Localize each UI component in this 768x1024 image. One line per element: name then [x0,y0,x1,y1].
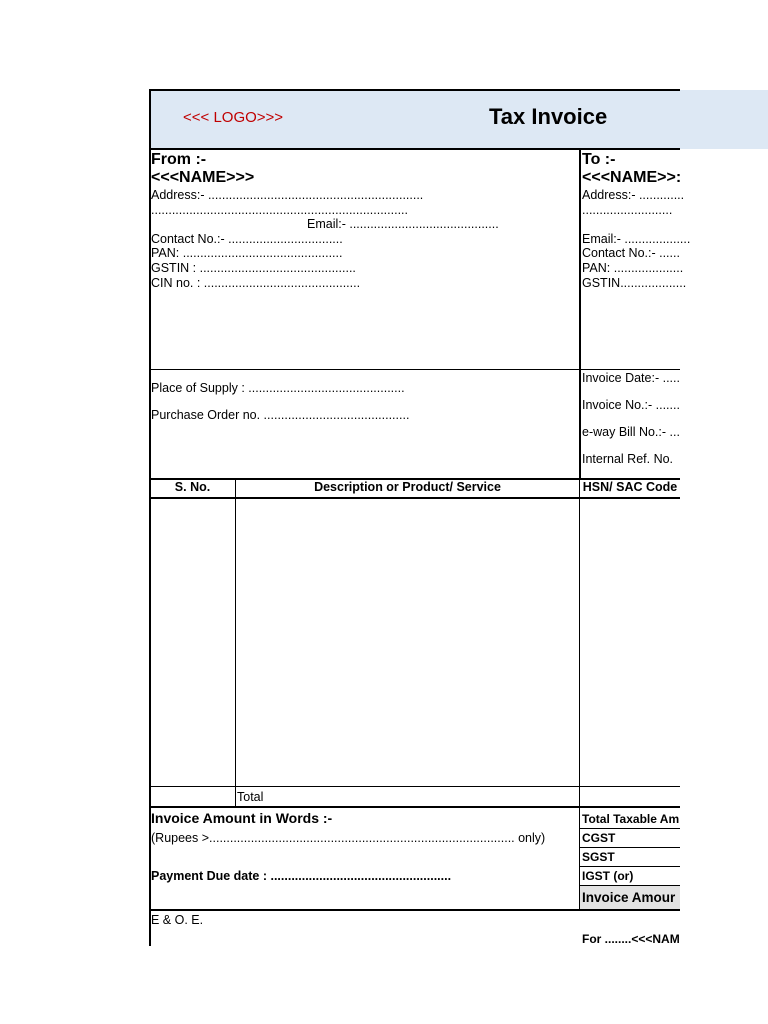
table-header-bottom-border [149,497,680,499]
to-heading: To :- [582,151,616,168]
summary-row-line-1 [580,828,680,829]
total-label: Total [237,790,264,804]
from-gstin: GSTIN : ............................................. [151,261,356,275]
to-address-line-2: .......................... [582,203,673,217]
column-header-hsn: HSN/ SAC Code [582,480,678,494]
column-header-sno: S. No. [174,480,211,494]
from-pan: PAN: .............................................. [151,246,343,260]
total-row-bottom-border [149,806,680,808]
from-heading: From :- [151,151,207,168]
table-body-bottom-border [149,786,680,787]
amount-in-words-heading: Invoice Amount in Words :- [151,810,333,826]
from-contact: Contact No.:- ................................. [151,232,343,246]
purchase-order: Purchase Order no. .......................................... [151,408,410,422]
from-cin: CIN no. : ............................................. [151,276,361,290]
to-name: <<<NAME>>: [582,169,682,186]
address-bottom-border [149,369,680,370]
rupees-line: (Rupees >........................................................................................ only) [151,831,546,845]
to-contact: Contact No.:- ...... [582,246,680,260]
logo-placeholder: <<< LOGO>>> [183,109,284,126]
summary-row-line-2 [580,847,680,848]
for-signatory: For ........<<<NAM [582,932,680,946]
to-gstin: GSTIN................... [582,276,687,290]
place-of-supply: Place of Supply : ............................................. [151,381,405,395]
header-bottom-border [149,148,680,150]
sgst-label: SGST [582,850,615,864]
cgst-label: CGST [582,831,616,845]
words-bottom-border [149,909,680,911]
eway-bill: e-way Bill No.:- ... [582,425,680,439]
eoe-note: E & O. E. [151,913,204,927]
from-to-divider [579,149,581,478]
frame-top [149,89,680,91]
to-pan: PAN: .................... [582,261,684,275]
total-taxable-amount-label: Total Taxable Am [582,812,680,826]
to-email: Email:- ................... [582,232,691,246]
from-email: Email:- ........................................... [307,217,499,231]
from-name: <<<NAME>>> [151,169,255,186]
to-address-line-1: Address:- ............. [582,188,685,202]
invoice-amount-label: Invoice Amour [582,890,676,905]
column-header-description: Description or Product/ Service [314,480,501,494]
col-divider-1 [235,479,236,807]
summary-row-line-3 [580,866,680,867]
from-address-line-2: .......................................................................... [151,203,408,217]
payment-due-date: Payment Due date : .................................................... [151,869,452,883]
internal-ref: Internal Ref. No. [582,452,674,466]
from-address-line-1: Address:- .............................................................. [151,188,424,202]
col-divider-2 [579,479,580,910]
invoice-date: Invoice Date:- ..... [582,371,680,385]
igst-label: IGST (or) [582,869,634,883]
invoice-number: Invoice No.:- ....... [582,398,680,412]
invoice-title: Tax Invoice [489,104,608,129]
